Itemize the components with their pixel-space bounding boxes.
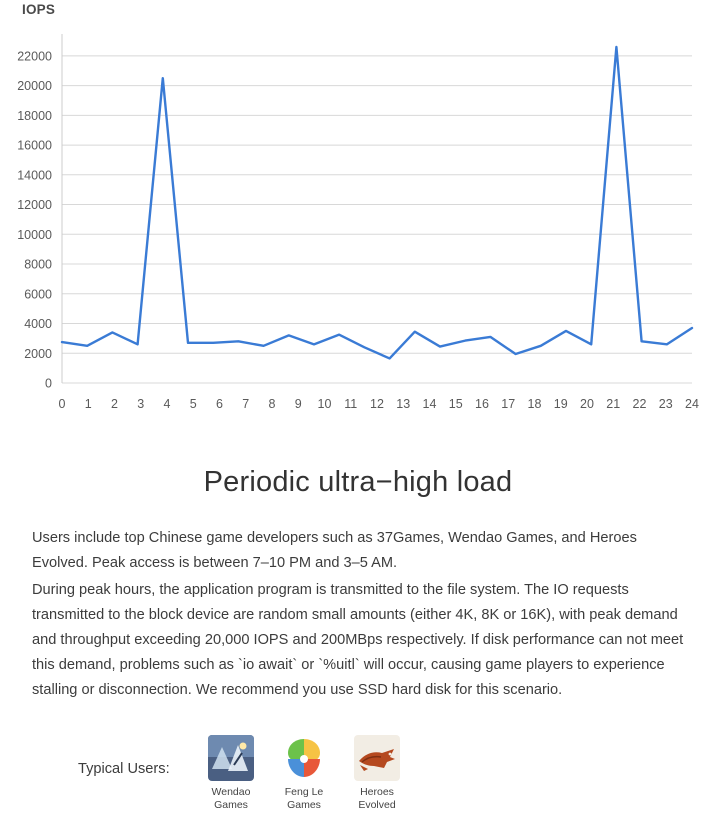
page-title: Periodic ultra−high load: [203, 466, 513, 498]
svg-text:17: 17: [501, 397, 516, 411]
svg-text:5: 5: [189, 397, 197, 411]
svg-text:14000: 14000: [17, 168, 52, 183]
svg-text:15: 15: [448, 397, 463, 411]
user-item-heroes-evolved: [338, 735, 416, 812]
iops-line-chart: [0, 20, 716, 420]
chart-title: IOPS: [22, 2, 56, 17]
chart-series-line: [62, 47, 692, 359]
user-name-wendao-games: Wendao Games: [211, 786, 251, 811]
wendao-games-logo: [208, 735, 254, 781]
svg-text:23: 23: [658, 397, 673, 411]
user-name-heroes-evolved: Heroes Evolved: [358, 786, 396, 811]
svg-text:4: 4: [163, 397, 171, 411]
svg-text:14: 14: [422, 397, 437, 411]
svg-text:24: 24: [685, 397, 699, 411]
svg-text:6: 6: [216, 397, 223, 411]
user-name-fengle-games: Feng Le Games: [284, 786, 324, 811]
svg-text:0: 0: [45, 376, 52, 391]
svg-text:21: 21: [606, 397, 621, 411]
svg-text:4000: 4000: [24, 317, 52, 332]
svg-text:9: 9: [294, 397, 302, 411]
svg-text:22000: 22000: [17, 49, 52, 64]
heroes-evolved-logo: [354, 735, 400, 781]
svg-text:22: 22: [632, 397, 647, 411]
chart-svg: [0, 20, 716, 420]
svg-text:10: 10: [317, 397, 332, 411]
chart-x-axis-labels: [59, 397, 699, 411]
chart-gridlines: [62, 56, 692, 383]
description-paragraph-2: During peak hours, the application program is transmitted to the file system. The IO requests transmitted to the block device are random small amounts (either 4K, 8K or 16K), with peak demand and throughput exceeding 20,000 IOPS and 200MBps respectively. If disk performance can not meet this demand, problems such as `io await` or `%uitl` will occur, causing game players to experience stalling or disconnection. We recommend you use SSD hard disk for this scenario.: [32, 582, 684, 698]
svg-text:16: 16: [475, 397, 489, 411]
svg-text:11: 11: [344, 397, 358, 411]
svg-text:2: 2: [111, 397, 118, 411]
svg-text:12000: 12000: [17, 198, 52, 213]
typical-users-label: Typical Users:: [78, 761, 170, 777]
svg-text:3: 3: [137, 397, 145, 411]
svg-text:0: 0: [58, 397, 66, 411]
svg-text:13: 13: [396, 397, 411, 411]
svg-text:1: 1: [84, 397, 92, 411]
fengle-games-logo: [281, 735, 327, 781]
svg-text:10000: 10000: [17, 227, 52, 242]
svg-text:8: 8: [268, 397, 276, 411]
svg-text:2000: 2000: [24, 346, 52, 361]
description-paragraph-1: Users include top Chinese game developers such as 37Games, Wendao Games, and Heroes Evolved. Peak access is between 7–10 PM and 3–5 AM.: [32, 530, 637, 571]
svg-text:20000: 20000: [17, 79, 52, 94]
svg-text:16000: 16000: [17, 138, 52, 153]
svg-text:12: 12: [370, 397, 384, 411]
svg-text:7: 7: [242, 397, 250, 411]
svg-text:18: 18: [527, 397, 542, 411]
chart-y-axis-labels: [17, 49, 52, 390]
user-item-wendao-games: [192, 735, 270, 812]
svg-text:18000: 18000: [17, 108, 52, 123]
user-item-fengle-games: [265, 735, 343, 812]
typical-users-section: [0, 735, 716, 835]
svg-text:6000: 6000: [24, 287, 52, 302]
svg-text:20: 20: [580, 397, 594, 411]
svg-text:8000: 8000: [24, 257, 52, 272]
svg-text:19: 19: [553, 397, 568, 411]
